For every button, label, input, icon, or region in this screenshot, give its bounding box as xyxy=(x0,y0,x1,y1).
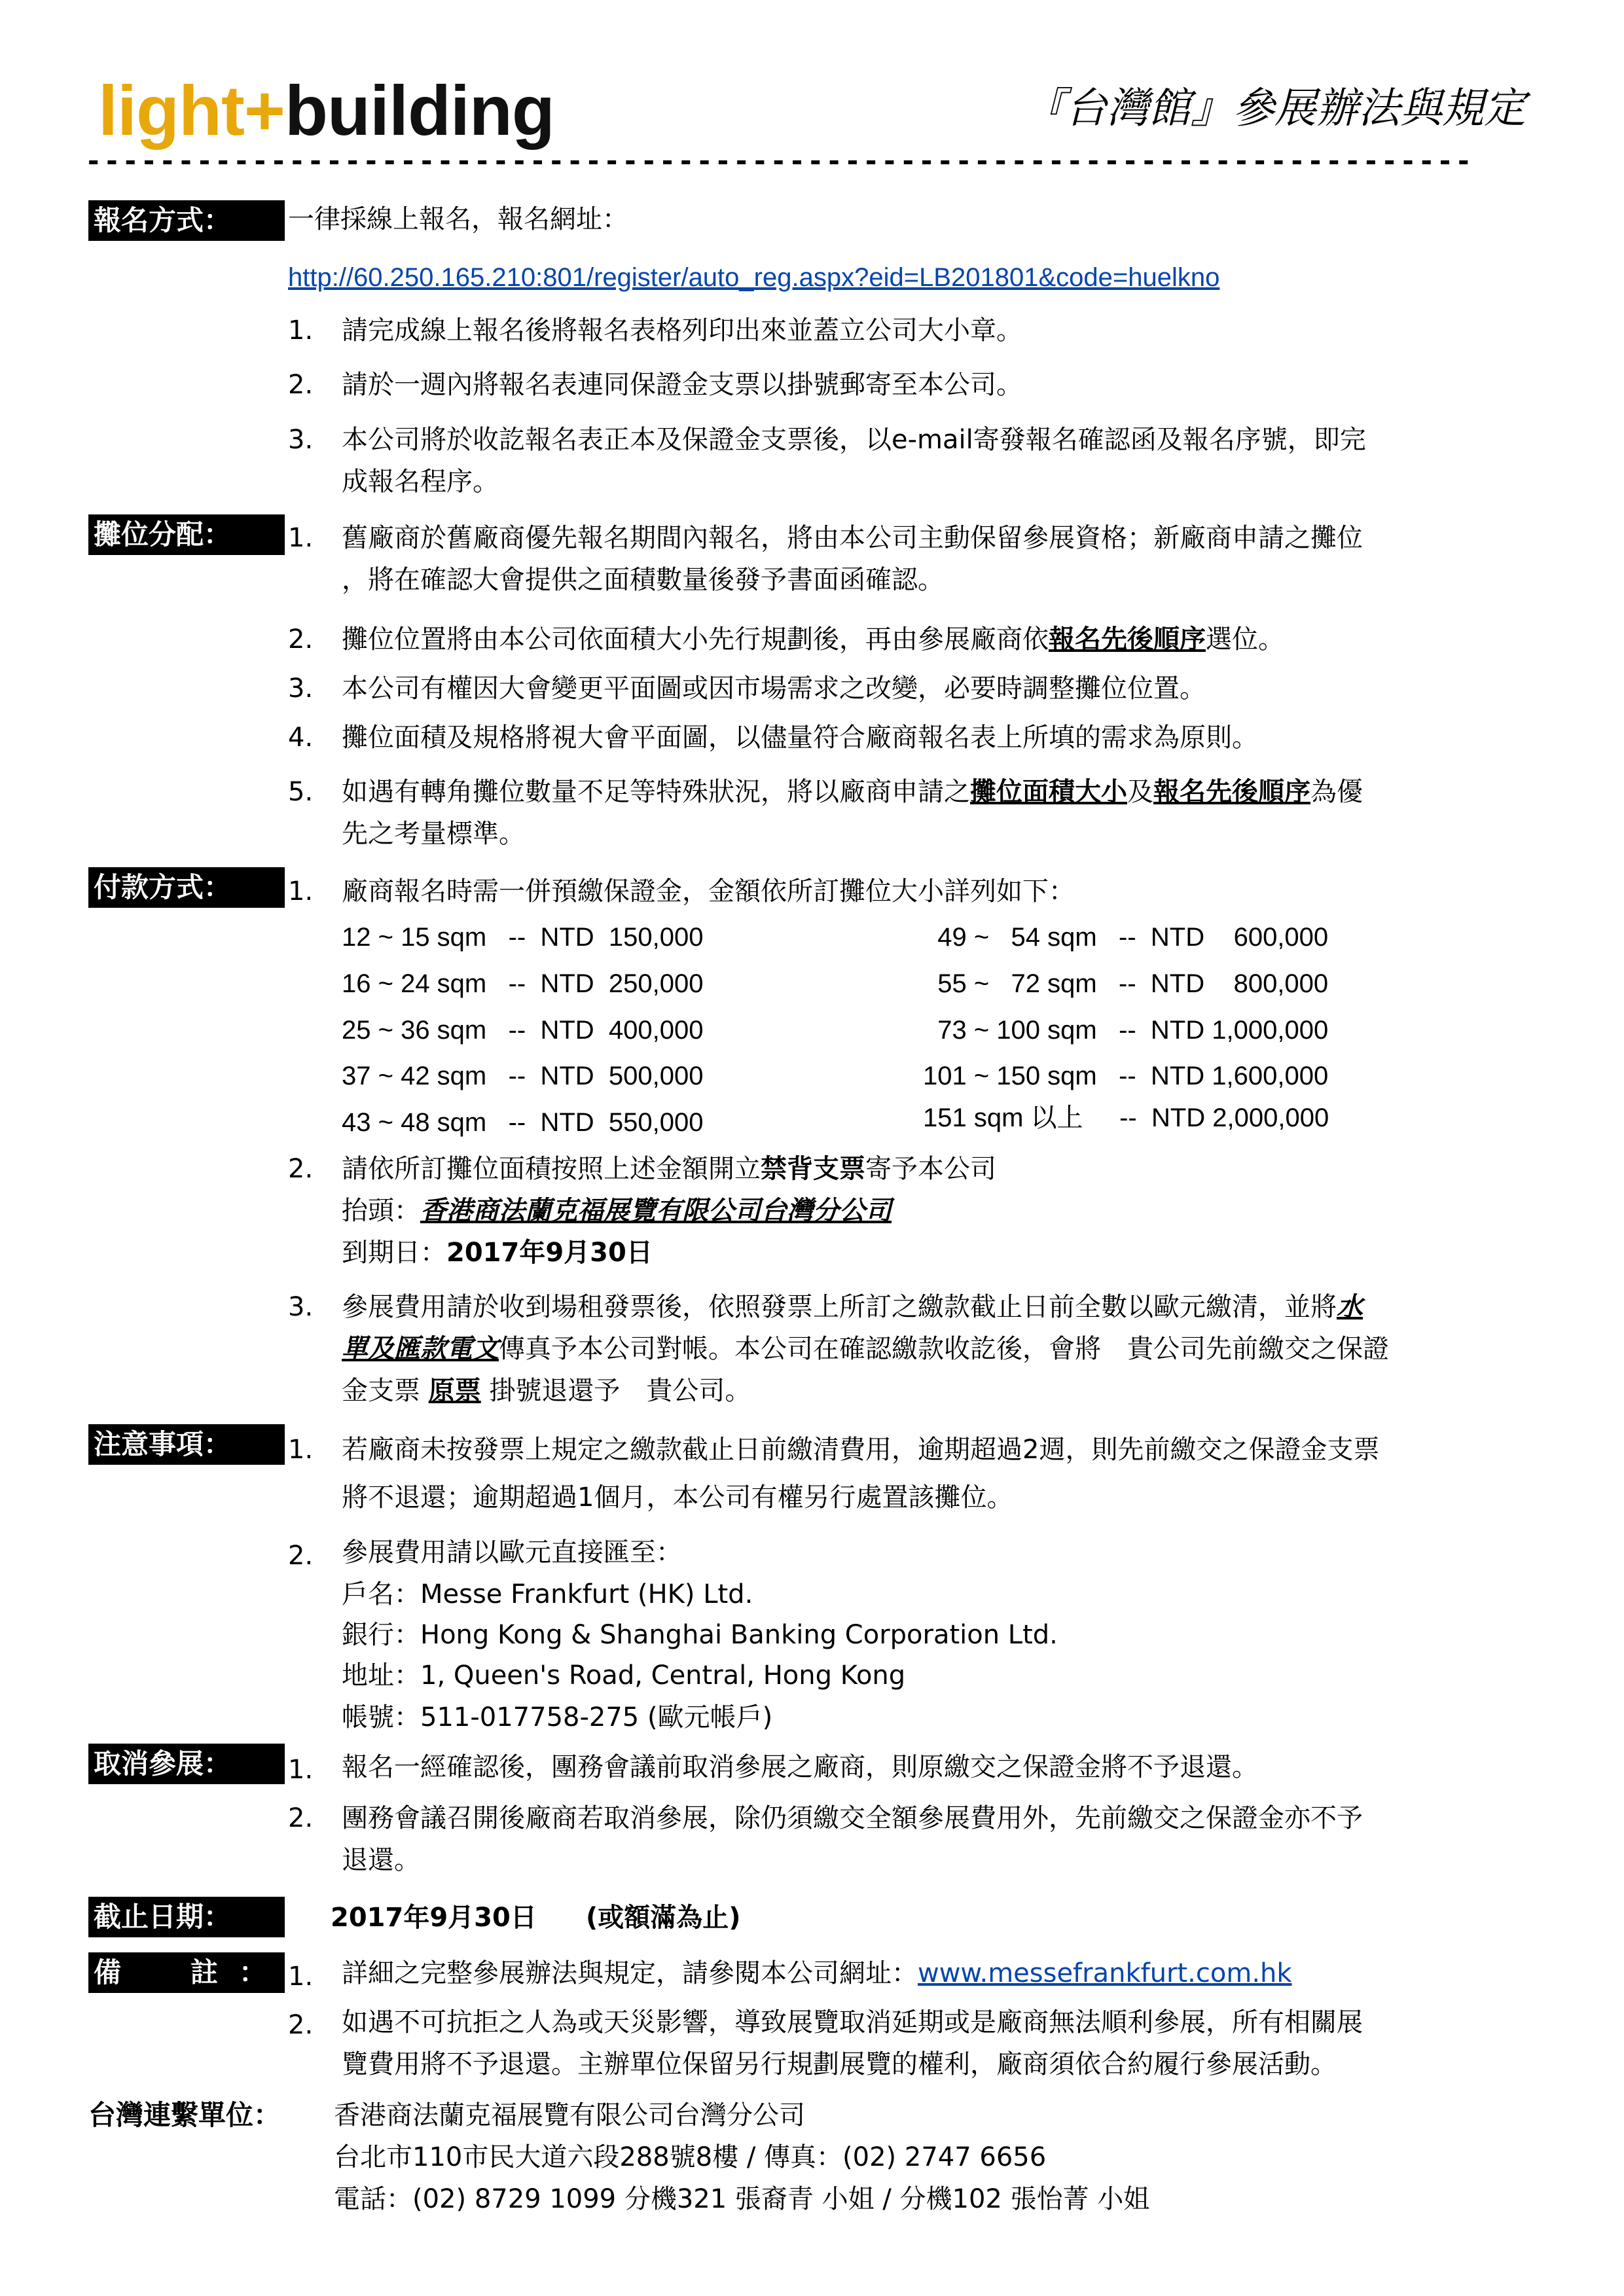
pay-item-1-num: 1. xyxy=(288,876,314,906)
notice-item-2-text-1: 參展費用請以歐元直接匯至： xyxy=(342,1537,682,1568)
pay-item-3-post3: 掛號退還予 貴公司。 xyxy=(480,1376,751,1406)
pay-item-3-emphasis-2: 原票 xyxy=(428,1376,481,1406)
pay-item-2-num: 2. xyxy=(288,1154,314,1184)
pay-item-3-emphasis-1: 水 xyxy=(1337,1292,1363,1322)
remarks-item-1-pre: 詳細之完整參展辦法與規定，請參閱本公司網址： xyxy=(342,1958,918,1988)
cancel-label: 取消參展： xyxy=(88,1744,285,1784)
notice-label: 注意事項： xyxy=(88,1424,285,1465)
fee-row: 16 ~ 24 sqm -- NTD 250,000 xyxy=(342,969,704,998)
fee-row: 25 ~ 36 sqm -- NTD 400,000 xyxy=(342,1016,704,1045)
cancel-item-2-num: 2. xyxy=(288,1803,314,1833)
booth-item-5-post: 為優 xyxy=(1310,777,1363,807)
booth-item-4-text: 攤位面積及規格將視大會平面圖，以儘量符合廠商報名表上所填的需求為原則。 xyxy=(342,723,1258,753)
pay-item-2-pre: 請依所訂攤位面積按照上述金額開立 xyxy=(342,1154,761,1184)
pay-item-2-post: 寄予本公司 xyxy=(865,1154,996,1184)
pay-item-2-due xyxy=(342,1232,653,1274)
pay-item-2-text xyxy=(342,1148,996,1190)
booth-item-2-num: 2. xyxy=(288,624,314,655)
notice-item-2-address: 地址：1, Queen's Road, Central, Hong Kong xyxy=(342,1660,906,1691)
document-title: 『台灣館』參展辦法與規定 xyxy=(1023,84,1526,133)
registration-intro: 一律採線上報名，報名網址： xyxy=(288,204,628,234)
pay-item-3-mid: 傳真予本公司對帳。本公司在確認繳款收訖後，會將 貴公司先前繳交之保證 xyxy=(499,1334,1389,1364)
booth-item-5-pre: 如遇有轉角攤位數量不足等特殊狀況，將以廠商申請之 xyxy=(342,777,970,807)
pay-item-3-text-3 xyxy=(342,1370,751,1412)
cancel-item-1-text: 報名一經確認後，團務會議前取消參展之廠商，則原繳交之保證金將不予退還。 xyxy=(342,1752,1258,1782)
remarks-item-1-num: 1. xyxy=(288,1962,314,1992)
payee-name: 香港商法蘭克福展覽有限公司台灣分公司 xyxy=(420,1196,892,1226)
notice-item-1-text-1: 若廠商未按發票上規定之繳款截止日前繳清費用，逾期超過2週，則先前繳交之保證金支票 xyxy=(342,1435,1380,1465)
booth-item-2-emphasis: 報名先後順序 xyxy=(1049,624,1206,655)
website-link[interactable]: www.messefrankfurt.com.hk xyxy=(918,1958,1292,1988)
booth-item-1-text-1: 舊廠商於舊廠商優先報名期間內報名，將由本公司主動保留參展資格；新廠商申請之攤位 xyxy=(342,523,1363,553)
notice-item-1-text-2: 將不退還；逾期超過1個月，本公司有權另行處置該攤位。 xyxy=(342,1482,1013,1513)
pay-item-3-num: 3. xyxy=(288,1292,314,1322)
pay-item-1-text: 廠商報名時需一併預繳保證金，金額依所訂攤位大小詳列如下： xyxy=(342,876,1075,906)
cancel-item-1-num: 1. xyxy=(288,1755,314,1785)
notice-item-2-bank: 銀行：Hong Kong & Shanghai Banking Corporation Ltd. xyxy=(342,1620,1058,1650)
deadline-label: 截止日期： xyxy=(88,1897,285,1937)
contact-company: 香港商法蘭克福展覽有限公司台灣分公司 xyxy=(334,2100,805,2130)
cancel-item-2-text-1: 團務會議召開後廠商若取消參展，除仍須繳交全額參展費用外，先前繳交之保證金亦不予 xyxy=(342,1803,1363,1833)
pay-item-3-pre3: 金支票 xyxy=(342,1376,429,1406)
remarks-item-2-text-2: 覽費用將不予退還。主辦單位保留另行規劃展覽的權利，廠商須依合約履行參展活動。 xyxy=(342,2049,1337,2079)
pay-item-2-emphasis: 禁背支票 xyxy=(761,1154,865,1184)
booth-item-1-text-2: ，將在確認大會提供之面積數量後發予書面函確認。 xyxy=(342,565,944,595)
booth-item-2-pre: 攤位位置將由本公司依面積大小先行規劃後，再由參展廠商依 xyxy=(342,624,1049,655)
pay-item-3-pre: 參展費用請於收到場租發票後，依照發票上所訂之繳款截止日前全數以歐元繳清，並將 xyxy=(342,1292,1337,1322)
booth-item-2-post: 選位。 xyxy=(1206,624,1284,655)
remarks-item-2-num: 2. xyxy=(288,2010,314,2040)
reg-item-3-text-1: 本公司將於收訖報名表正本及保證金支票後，以e-mail寄發報名確認函及報名序號，即完 xyxy=(342,425,1366,455)
notice-item-2-num: 2. xyxy=(288,1541,314,1571)
notice-item-2-account-name: 戶名：Messe Frankfurt (HK) Ltd. xyxy=(342,1579,753,1609)
deadline-note: (或額滿為止) xyxy=(586,1903,741,1933)
deadline-date: 2017年9月30日 xyxy=(331,1903,537,1933)
logo-building: building xyxy=(285,71,554,150)
fee-row: 49 ~ 54 sqm -- NTD 600,000 xyxy=(923,923,1329,952)
due-label: 到期日： xyxy=(342,1238,446,1268)
registration-label: 報名方式： xyxy=(88,200,285,241)
due-date: 2017年9月30日 xyxy=(446,1238,653,1268)
header-divider: --------------------------------------------------------------------------- xyxy=(85,147,1474,175)
pay-item-2-payee xyxy=(342,1190,892,1232)
logo-light: light xyxy=(98,71,244,150)
booth-item-3-num: 3. xyxy=(288,673,314,704)
fee-row: 151 sqm 以上 -- NTD 2,000,000 xyxy=(923,1103,1329,1132)
booth-item-4-num: 4. xyxy=(288,723,314,753)
fee-row: 12 ~ 15 sqm -- NTD 150,000 xyxy=(342,923,704,952)
reg-item-2-num: 2. xyxy=(288,370,314,400)
fee-row: 37 ~ 42 sqm -- NTD 500,000 xyxy=(342,1062,704,1090)
reg-item-3-num: 3. xyxy=(288,425,314,455)
fee-row: 73 ~ 100 sqm -- NTD 1,000,000 xyxy=(923,1016,1329,1045)
fee-row: 55 ~ 72 sqm -- NTD 800,000 xyxy=(923,969,1329,998)
booth-item-5-num: 5. xyxy=(288,777,314,807)
payee-label: 抬頭： xyxy=(342,1196,420,1226)
remarks-item-1-text xyxy=(342,1952,1292,1994)
contact-address-fax: 台北市110市民大道六段288號8樓 / 傳真：(02) 2747 6656 xyxy=(334,2142,1047,2172)
booth-item-2-text xyxy=(342,619,1284,660)
logo-plus: + xyxy=(244,71,285,150)
booth-label: 攤位分配： xyxy=(88,514,285,555)
reg-item-3-text-2: 成報名程序。 xyxy=(342,467,499,497)
fee-row: 101 ~ 150 sqm -- NTD 1,600,000 xyxy=(923,1062,1329,1090)
light-building-logo xyxy=(98,71,554,150)
booth-item-1-num: 1. xyxy=(288,523,314,553)
cancel-item-2-text-2: 退還。 xyxy=(342,1845,420,1875)
pay-item-3-emphasis-1b: 單及匯款電文 xyxy=(342,1334,499,1364)
notice-item-1-num: 1. xyxy=(288,1435,314,1465)
booth-item-5-text-1 xyxy=(342,771,1363,813)
booth-item-3-text: 本公司有權因大會變更平面圖或因市場需求之改變，必要時調整攤位位置。 xyxy=(342,673,1206,704)
payment-label: 付款方式： xyxy=(88,867,285,908)
remarks-item-2-text-1: 如遇不可抗拒之人為或天災影響，導致展覽取消延期或是廠商無法順利參展，所有相關展 xyxy=(342,2007,1363,2037)
notice-item-2-account-number: 帳號：511-017758-275 (歐元帳戶) xyxy=(342,1702,773,1732)
booth-item-5-emphasis-1: 攤位面積大小 xyxy=(970,777,1127,807)
booth-item-5-emphasis-2: 報名先後順序 xyxy=(1153,777,1310,807)
registration-link[interactable]: http://60.250.165.210:801/register/auto_reg.aspx?eid=LB201801&code=huelkno xyxy=(288,263,1220,292)
reg-item-2-text: 請於一週內將報名表連同保證金支票以掛號郵寄至本公司。 xyxy=(342,370,1022,400)
booth-item-5-text-2: 先之考量標準。 xyxy=(342,819,525,849)
contact-label: 台灣連繫單位： xyxy=(88,2099,281,2131)
booth-item-5-mid: 及 xyxy=(1127,777,1153,807)
reg-item-1-num: 1. xyxy=(288,315,314,346)
reg-item-1-text: 請完成線上報名後將報名表格列印出來並蓋立公司大小章。 xyxy=(342,315,1022,346)
remarks-label: 備 註： xyxy=(88,1952,285,1993)
fee-row: 43 ~ 48 sqm -- NTD 550,000 xyxy=(342,1108,704,1137)
contact-phone: 電話：(02) 8729 1099 分機321 張裔青 小姐 / 分機102 張怡菁 小姐 xyxy=(334,2184,1150,2214)
pay-item-3-text-2 xyxy=(342,1328,1389,1370)
pay-item-3-text-1 xyxy=(342,1286,1363,1328)
